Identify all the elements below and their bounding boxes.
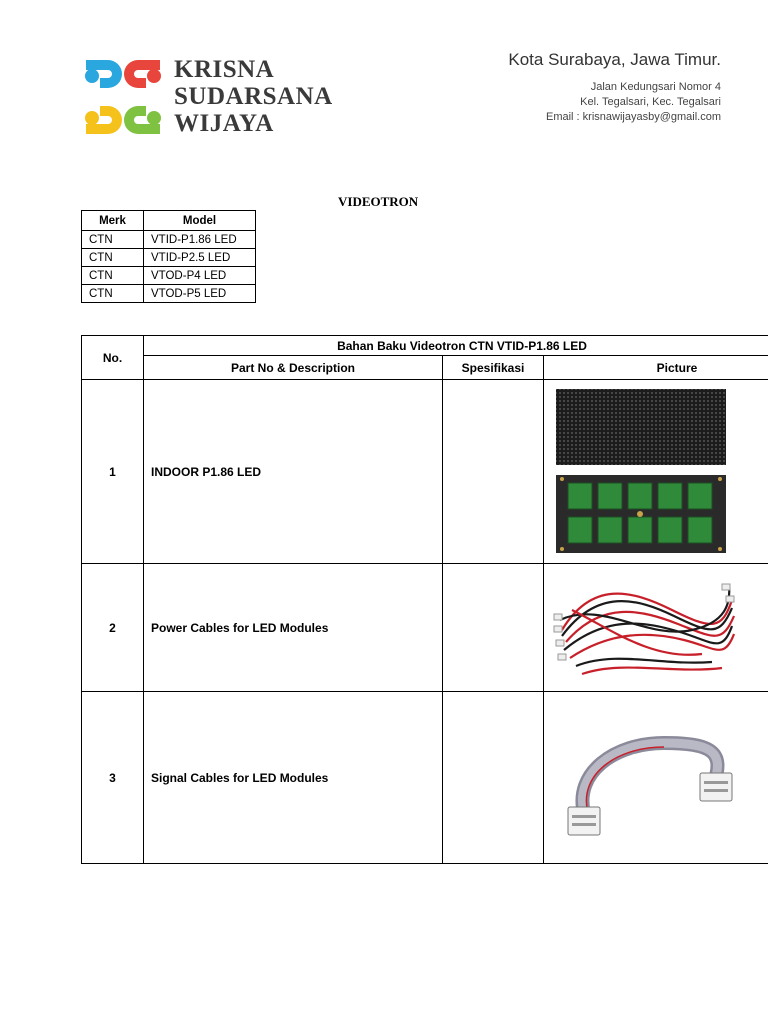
logo-red-petal [124, 60, 161, 88]
table-header-row [82, 356, 768, 380]
street-address: Jalan Kedungsari Nomor 4 [590, 81, 721, 93]
company-name-line: SUDARSANA [174, 83, 333, 110]
picture-cell [544, 564, 768, 692]
spesifikasi-cell [443, 564, 544, 692]
picture-header [544, 356, 768, 380]
part-description: Signal Cables for LED Modules [144, 692, 443, 864]
company-name [174, 56, 333, 137]
model-cell: VTOD-P4 LED [144, 267, 256, 285]
table-group-header-row [82, 336, 768, 356]
signal-cable-picture [554, 703, 734, 853]
company-name-line: KRISNA [174, 56, 275, 83]
brand-model-table [81, 210, 256, 303]
picture-cell [544, 380, 768, 564]
merk-header: Merk [82, 211, 144, 231]
part-description: Power Cables for LED Modules [144, 564, 443, 692]
city-label: Kota Surabaya, Jawa Timur. [508, 50, 721, 69]
row-number: 2 [82, 564, 144, 692]
table-row [82, 380, 768, 564]
raw-materials-table [81, 335, 768, 864]
picture-header-label: Picture [656, 360, 698, 375]
no-header: No. [82, 336, 144, 380]
model-cell: VTID-P2.5 LED [144, 249, 256, 267]
spesifikasi-header: Spesifikasi [443, 356, 544, 380]
cable-connector-left [568, 807, 600, 835]
table-row [82, 249, 256, 267]
model-cell: VTID-P1.86 LED [144, 231, 256, 249]
description-header: Part No & Description [144, 356, 443, 380]
model-header: Model [144, 211, 256, 231]
power-cables-picture [552, 570, 737, 685]
logo-blue-petal [85, 60, 122, 88]
table-header-row [82, 211, 256, 231]
part-description: INDOOR P1.86 LED [144, 380, 443, 564]
merk-cell: CTN [82, 231, 144, 249]
email-address: Email : krisnawijayasby@gmail.com [546, 111, 721, 123]
company-name-line: WIJAYA [174, 110, 274, 137]
logo-yellow-petal [85, 106, 122, 134]
table-row [82, 267, 256, 285]
row-number: 1 [82, 380, 144, 564]
company-logo [82, 56, 164, 138]
table-row [82, 692, 768, 864]
document-title: VIDEOTRON [338, 194, 419, 209]
picture-cell [544, 692, 768, 864]
led-panel-front [556, 389, 726, 465]
row-number: 3 [82, 692, 144, 864]
merk-cell: CTN [82, 267, 144, 285]
table-row [82, 564, 768, 692]
spesifikasi-cell [443, 380, 544, 564]
group-header: Bahan Baku Videotron CTN VTID-P1.86 LED [144, 336, 768, 356]
merk-cell: CTN [82, 285, 144, 303]
district-address: Kel. Tegalsari, Kec. Tegalsari [580, 96, 721, 108]
merk-cell: CTN [82, 249, 144, 267]
table-row [82, 285, 256, 303]
model-cell: VTOD-P5 LED [144, 285, 256, 303]
logo-green-petal [124, 106, 161, 134]
cable-connector-right [700, 773, 732, 801]
table-row [82, 231, 256, 249]
led-module-picture [554, 387, 734, 557]
company-address-block [508, 50, 721, 125]
spesifikasi-cell [443, 692, 544, 864]
